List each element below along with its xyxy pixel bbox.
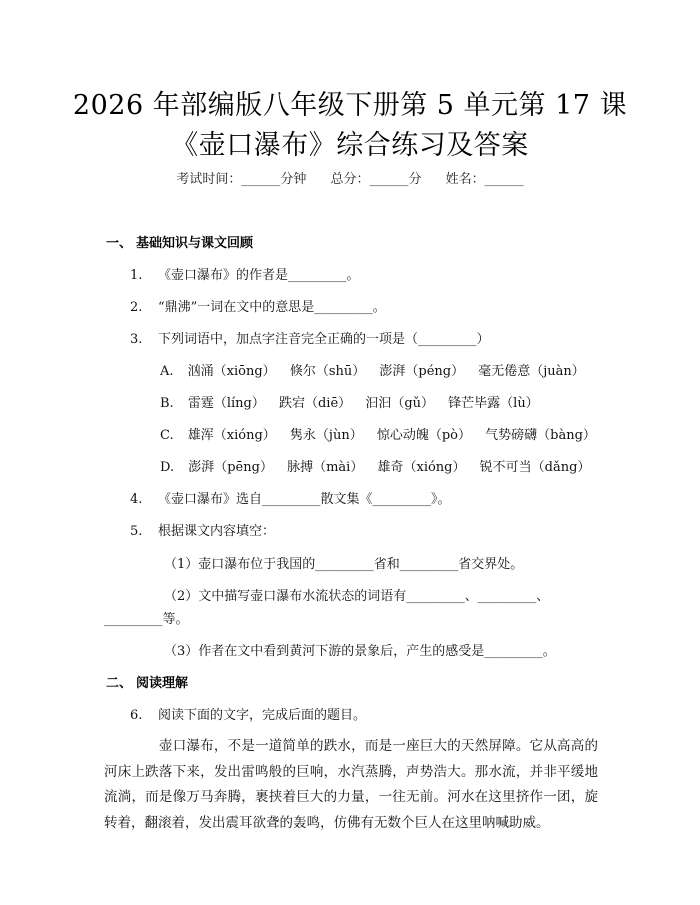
question-3 <box>130 328 490 347</box>
option-d <box>160 456 600 475</box>
option-a <box>160 360 595 379</box>
title-line-1: 2026 年部编版八年级下册第 5 单元第 17 课 <box>72 90 628 121</box>
question-text: “鼎沸”一词在文中的意思是_________。 <box>158 300 386 315</box>
option-word: 雷霆（líng） <box>187 396 265 411</box>
question-5-sub-3: （3）作者在文中看到黄河下游的景象后，产生的感受是_________。 <box>164 644 556 659</box>
question-number: 1. <box>130 268 143 283</box>
option-label: A. <box>160 364 174 379</box>
question-5-sub-1: （1）壶口瀑布位于我国的_________省和_________省交界处。 <box>164 557 524 572</box>
title-line-2: 《壶口瀑布》综合练习及答案 <box>171 130 529 161</box>
option-word: 倏尔（shū） <box>289 364 366 379</box>
option-b <box>160 392 549 411</box>
question-text: 阅读下面的文字，完成后面的题目。 <box>158 708 367 723</box>
option-word: 澎湃（péng） <box>379 364 465 379</box>
question-5 <box>130 520 275 539</box>
question-number: 2. <box>130 300 143 315</box>
total-score: 总分：______分 <box>330 172 422 187</box>
option-label: B. <box>160 396 174 411</box>
option-word: 隽永（jùn） <box>289 428 363 443</box>
section-title: 基础知识与课文回顾 <box>136 236 254 251</box>
option-label: C. <box>160 428 174 443</box>
question-2 <box>130 296 386 315</box>
option-word: 跌宕（diē） <box>278 396 352 411</box>
option-word: 毫无倦意（juàn） <box>478 364 585 379</box>
question-1 <box>130 264 360 283</box>
question-6 <box>130 704 366 723</box>
question-number: 6. <box>130 708 143 723</box>
exam-time: 考试时间：______分钟 <box>176 172 307 187</box>
question-number: 5. <box>130 524 143 539</box>
option-word: 澎湃（pēng） <box>188 460 273 475</box>
question-4 <box>130 488 451 507</box>
section-number: 一、 <box>106 236 133 251</box>
option-c <box>160 424 606 443</box>
reading-passage: 壶口瀑布，不是一道简单的跌水，而是一座巨大的天然屏障。它从高高的河床上跌落下来，发出雷鸣般的巨响，水汽蒸腾，声势浩大。那水流，并非平缓地流淌，而是像万马奔腾，裹挟着巨大的力量，一往无前。河水在这里挤作一团，旋转着，翻滚着，发出震耳欲聋的轰鸣，仿佛有无数个巨人在这里呐喊助威。 <box>104 738 598 831</box>
question-text: 下列词语中，加点字注音完全正确的一项是（_________） <box>158 332 490 347</box>
option-word: 气势磅礴（bàng） <box>485 428 596 443</box>
question-5-sub-2-cont: _________等。 <box>104 612 189 627</box>
question-number: 3. <box>130 332 143 347</box>
exam-info <box>0 168 700 187</box>
option-word: 惊心动魄（pò） <box>376 428 471 443</box>
question-text: 《壶口瀑布》的作者是_________。 <box>158 268 360 283</box>
question-5-sub-2: （2）文中描写壶口瀑布水流状态的词语有_________、_________、 <box>164 589 550 604</box>
option-word: 锋芒毕露（lù） <box>448 396 539 411</box>
student-name: 姓名：______ <box>445 172 524 187</box>
option-word: 汹涌（xiōng） <box>187 364 276 379</box>
option-word: 雄奇（xióng） <box>377 460 466 475</box>
option-word: 雄浑（xióng） <box>187 428 276 443</box>
question-text: 《壶口瀑布》选自_________散文集《_________》。 <box>158 492 451 507</box>
section-2-heading <box>106 672 188 691</box>
option-word: 汩汩（gǔ） <box>365 396 435 411</box>
option-word: 锐不可当（dǎng） <box>479 460 591 475</box>
option-word: 脉搏（mài） <box>287 460 364 475</box>
question-text: 根据课文内容填空： <box>158 524 276 539</box>
section-number: 二、 <box>106 676 133 691</box>
section-title: 阅读理解 <box>136 676 189 691</box>
section-1-heading <box>106 232 253 251</box>
question-number: 4. <box>130 492 143 507</box>
option-label: D. <box>160 460 175 475</box>
